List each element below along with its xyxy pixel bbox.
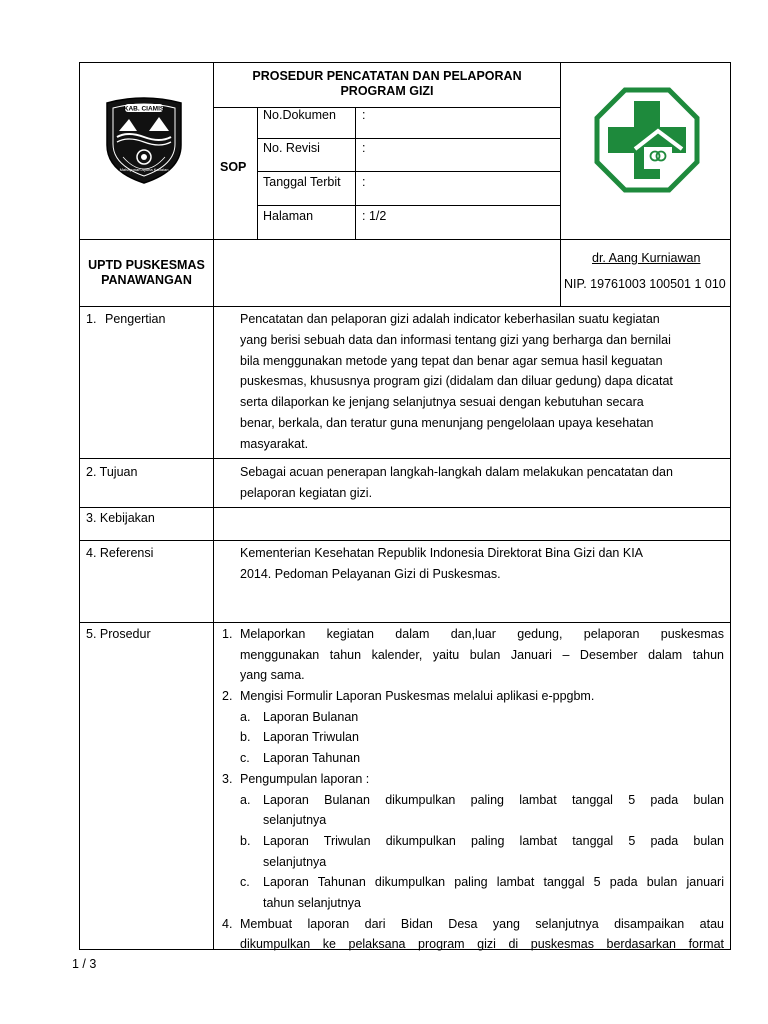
org-name-line-1: UPTD PUSKESMAS	[88, 258, 205, 272]
prosedur-list-item	[222, 852, 724, 873]
table-border-top	[79, 62, 731, 63]
referensi-line: Kementerian Kesehatan Republik Indonesia Direktorat Bina Gizi dan KIA	[240, 546, 644, 560]
org-name-line-2: PANAWANGAN	[101, 273, 192, 287]
prosedur-item-number: a.	[240, 709, 251, 724]
meta-value-tanggal-terbit: :	[362, 175, 366, 189]
prosedur-list-item	[222, 727, 724, 748]
pengertian-line: yang berisi sebuah data dan informasi tentang gizi yang berharga dan bernilai	[240, 332, 671, 347]
title-line-2: PROGRAM GIZI	[340, 84, 434, 98]
prosedur-item-number: b.	[240, 833, 251, 848]
prosedur-item-number: 4.	[222, 916, 233, 931]
prosedur-list-item	[222, 790, 724, 811]
tujuan-line: Sebagai acuan penerapan langkah-langkah dalam melakukan pencatatan dan	[240, 465, 673, 479]
pengertian-line: Pencatatan dan pelaporan gizi adalah indicator keberhasilan suatu kegiatan	[240, 312, 660, 326]
meta-label-no-dokumen: No.Dokumen	[263, 108, 336, 122]
right-column-divider	[560, 62, 561, 307]
row-line-tujuan	[79, 507, 731, 508]
pengertian-line: masyarakat.	[240, 436, 309, 451]
table-border-right	[730, 62, 731, 950]
prosedur-list-item	[222, 831, 724, 852]
pengertian-line: bila menggunakan metode yang tepat dan benar agar semua hasil keguatan	[240, 353, 663, 368]
prosedur-item-number: 1.	[222, 627, 233, 641]
meta-value-divider	[355, 107, 356, 239]
prosedur-list-item	[222, 872, 724, 893]
section-label-number-pengertian: 1.	[86, 312, 97, 326]
prosedur-item-text: Laporan Triwulan	[263, 730, 359, 745]
tujuan-line: pelaporan kegiatan gizi.	[240, 485, 373, 500]
logo-text-top: KAB. CIAMIS	[123, 105, 165, 113]
prosedur-item-number: b.	[240, 730, 251, 745]
section-label-kebijakan: 3. Kebijakan	[86, 511, 155, 525]
sop-column-divider	[257, 107, 258, 239]
prosedur-list-item	[222, 769, 724, 790]
prosedur-item-text: selanjutnya	[263, 854, 327, 869]
pengertian-line: benar, berkala, dan teratur guna menunjang pengelolaan upaya kesehatan	[240, 415, 654, 430]
prosedur-item-text: Membuat laporan dari Bidan Desa yang selanjutnya disampaikan atau	[240, 916, 724, 931]
header-bottom-line	[79, 239, 731, 240]
section-label-prosedur: 5. Prosedur	[86, 627, 151, 641]
pengertian-line: serta dilaporkan ke jenjang selanjutnya sesuai dengan kebutuhan secara	[240, 395, 644, 410]
prosedur-item-text: Laporan Triwulan dikumpulkan paling lambat tanggal 5 pada bulan	[263, 833, 724, 848]
prosedur-item-text: Laporan Bulanan	[263, 709, 359, 724]
prosedur-item-text: yang sama.	[240, 668, 305, 683]
tujuan-paragraph	[240, 462, 724, 504]
meta-label-tanggal-terbit: Tanggal Terbit	[263, 175, 341, 189]
org-name	[80, 258, 213, 288]
section-label-tujuan: 2. Tujuan	[86, 465, 138, 479]
kabupaten-ciamis-logo	[103, 97, 185, 185]
prosedur-list-item	[222, 707, 724, 728]
prosedur-list-item	[222, 665, 724, 686]
signer-name: dr. Aang Kurniawan	[592, 251, 701, 265]
table-border-left	[79, 62, 80, 950]
meta-line-2	[257, 171, 561, 172]
meta-value-no-revisi: :	[362, 141, 366, 155]
meta-line-3	[257, 205, 561, 206]
prosedur-list	[222, 624, 724, 955]
prosedur-list-item	[222, 645, 724, 666]
prosedur-item-number: 3.	[222, 771, 233, 786]
document-title	[214, 69, 560, 99]
page-number: 1 / 3	[72, 957, 97, 971]
meta-line-1	[257, 138, 561, 139]
prosedur-item-text: tahun selanjutnya	[263, 895, 361, 910]
prosedur-list-item	[222, 810, 724, 831]
prosedur-item-text: Laporan Tahunan dikumpulkan paling lambat tanggal 5 pada bulan januari	[263, 875, 724, 890]
meta-label-halaman: Halaman	[263, 209, 314, 223]
referensi-line: 2014. Pedoman Pelayanan Gizi di Puskesmas.	[240, 566, 501, 581]
meta-value-no-dokumen: :	[362, 108, 366, 122]
sop-label: SOP	[220, 160, 247, 174]
puskesmas-logo	[594, 87, 700, 193]
row-line-pengertian	[79, 458, 731, 459]
prosedur-list-item	[222, 624, 724, 645]
label-column-divider	[213, 62, 214, 950]
prosedur-item-text: Mengisi Formulir Laporan Puskesmas melalui aplikasi e-ppgbm.	[240, 689, 595, 704]
prosedur-list-item	[222, 934, 724, 955]
logo-text-bottom: Mahayunan Ayuna Kadalan	[119, 167, 169, 172]
section-label-pengertian: Pengertian	[105, 312, 166, 326]
prosedur-item-number: a.	[240, 792, 251, 807]
prosedur-list-item	[222, 686, 724, 707]
org-row-bottom-line	[79, 306, 731, 307]
prosedur-item-number: c.	[240, 751, 250, 766]
prosedur-item-text: selanjutnya	[263, 813, 327, 828]
prosedur-item-text: Laporan Tahunan	[263, 751, 361, 766]
prosedur-list-item	[222, 893, 724, 914]
pengertian-line: puskesmas, khususnya program gizi (didalam dan diluar gedung) dapa dicatat	[240, 374, 673, 389]
section-label-referensi: 4. Referensi	[86, 546, 154, 560]
prosedur-item-text: Melaporkan kegiatan dalam dan,luar gedung, pelaporan puskesmas	[240, 627, 724, 641]
prosedur-list-item	[222, 748, 724, 769]
prosedur-item-number: c.	[240, 875, 250, 890]
meta-label-no-revisi: No. Revisi	[263, 141, 320, 155]
referensi-paragraph	[240, 543, 724, 585]
pengertian-paragraph	[240, 309, 724, 455]
prosedur-list-item	[222, 914, 724, 935]
prosedur-item-text: Laporan Bulanan dikumpulkan paling lambat tanggal 5 pada bulan	[263, 792, 724, 807]
prosedur-item-text: menggunakan tahun kalender, yaitu bulan Januari – Desember dalam tahun	[240, 647, 724, 662]
row-line-kebijakan	[79, 540, 731, 541]
meta-value-halaman: : 1/2	[362, 209, 387, 223]
title-line-1: PROSEDUR PENCATATAN DAN PELAPORAN	[252, 69, 522, 83]
prosedur-item-number: 2.	[222, 689, 233, 704]
prosedur-item-text: dikumpulkan ke pelaksana program gizi di puskesmas berdasarkan format	[240, 937, 724, 952]
row-line-referensi	[79, 622, 731, 623]
prosedur-item-text: Pengumpulan laporan :	[240, 771, 370, 786]
signer-nip: NIP. 19761003 100501 1 010	[564, 277, 726, 291]
